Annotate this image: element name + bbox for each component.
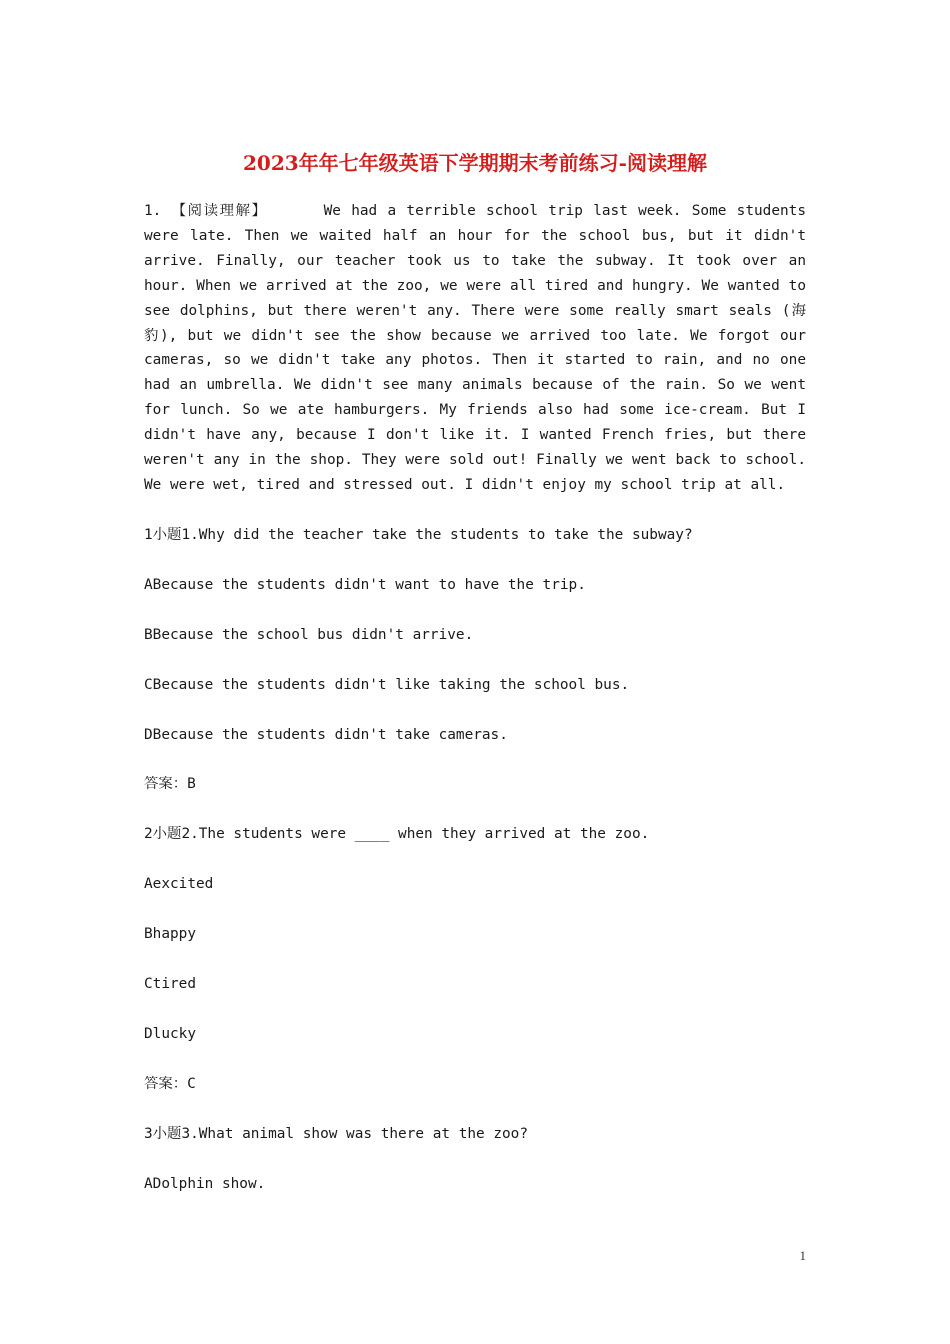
question-2: 2小题2.The students were ____ when they arrived at the zoo. [144, 826, 650, 843]
document-title: 2023年年七年级英语下学期期末考前练习-阅读理解 [243, 151, 707, 175]
question-2-option-d: Dlucky [144, 1025, 196, 1042]
question-3: 3小题3.What animal show was there at the zoo? [144, 1125, 529, 1142]
question-1-option-b: BBecause the school bus didn't arrive. [144, 626, 474, 643]
question-3-option-a: ADolphin show. [144, 1175, 266, 1192]
question-2-option-b: Bhappy [144, 926, 196, 943]
question-2-option-c: Ctired [144, 976, 196, 993]
passage-tag: 【阅读理解】 [171, 203, 268, 219]
page-number: 1 [799, 1248, 806, 1263]
passage-text: We had a terrible school trip last week. Some students were late. Then we waited half an hour for the school bus, but it didn't arrive. Finally, our teacher took us to take the subway. It took over an hour. When we arrived at the zoo, we were all tired and hungry. We wanted to see dolphins, but there weren't any. There were some really smart seals (海豹), but we didn't see the show because we arrived too late. We forgot our cameras, so we didn't take any photos. Then it started to rain, and no one had an umbrella. We didn't see many animals because of the rain. So we went for lunch. So we ate hamburgers. My friends also had some ice-cream. But I didn't have any, because I don't like it. I wanted French fries, but there weren't any in the shop. They were sold out! Finally we went back to school. We were wet, tired and stressed out. I didn't enjoy my school trip at all. [144, 203, 806, 493]
question-2-option-a: Aexcited [144, 876, 214, 893]
question-1-option-a: ABecause the students didn't want to have the trip. [144, 576, 586, 593]
question-1-option-d: DBecause the students didn't take cameras. [144, 726, 508, 743]
question-1-option-c: CBecause the students didn't like taking the school bus. [144, 676, 630, 693]
reading-passage [144, 199, 806, 498]
question-2-answer: 答案：C [144, 1075, 196, 1092]
document-content [144, 199, 806, 1222]
passage-number: 1. [144, 203, 172, 219]
question-1-answer: 答案：B [144, 776, 196, 793]
question-1: 1小题1.Why did the teacher take the students to take the subway? [144, 526, 693, 543]
